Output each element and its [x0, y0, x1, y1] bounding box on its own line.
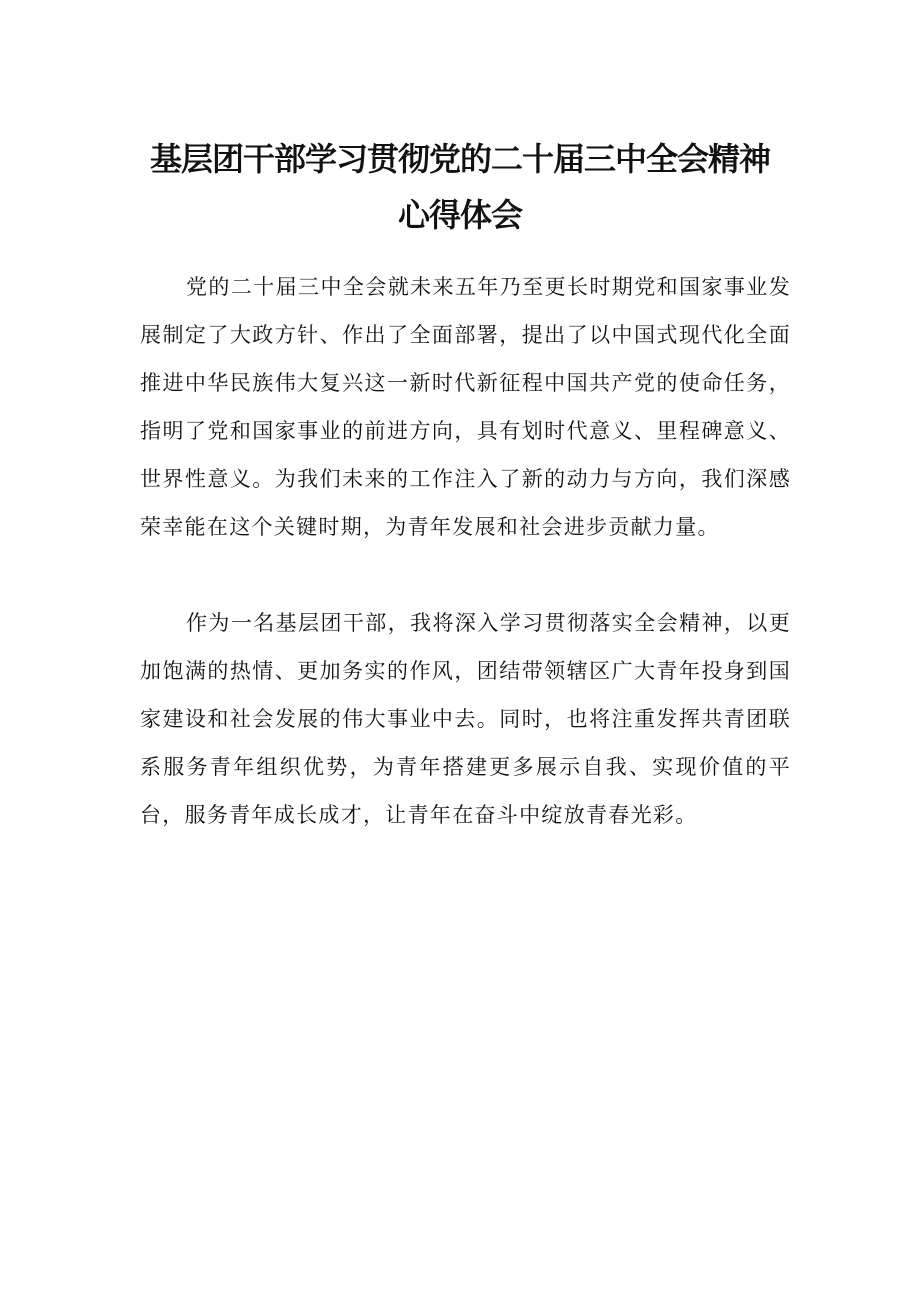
- body-paragraph-2: 作为一名基层团干部，我将深入学习贯彻落实全会精神，以更加饱满的热情、更加务实的作风，团结带领辖区广大青年投身到国家建设和社会发展的伟大事业中去。同时，也将注重发挥共青团联系服务青年组织优势，为青年搭建更多展示自我、实现价值的平台，服务青年成长成才，让青年在奋斗中绽放青春光彩。: [140, 611, 791, 827]
- document-title-line-2: 心得体会: [397, 196, 522, 234]
- body-paragraph-1: 党的二十届三中全会就未来五年乃至更长时期党和国家事业发展制定了大政方针、作出了全面部署，提出了以中国式现代化全面推进中华民族伟大复兴这一新时代新征程中国共产党的使命任务，指明了党和国家事业的前进方向，具有划时代意义、里程碑意义、世界性意义。为我们未来的工作注入了新的动力与方向，我们深感荣幸能在这个关键时期，为青年发展和社会进步贡献力量。: [140, 275, 791, 539]
- document-title-line-1: 基层团干部学习贯彻党的二十届三中全会精神: [149, 140, 770, 178]
